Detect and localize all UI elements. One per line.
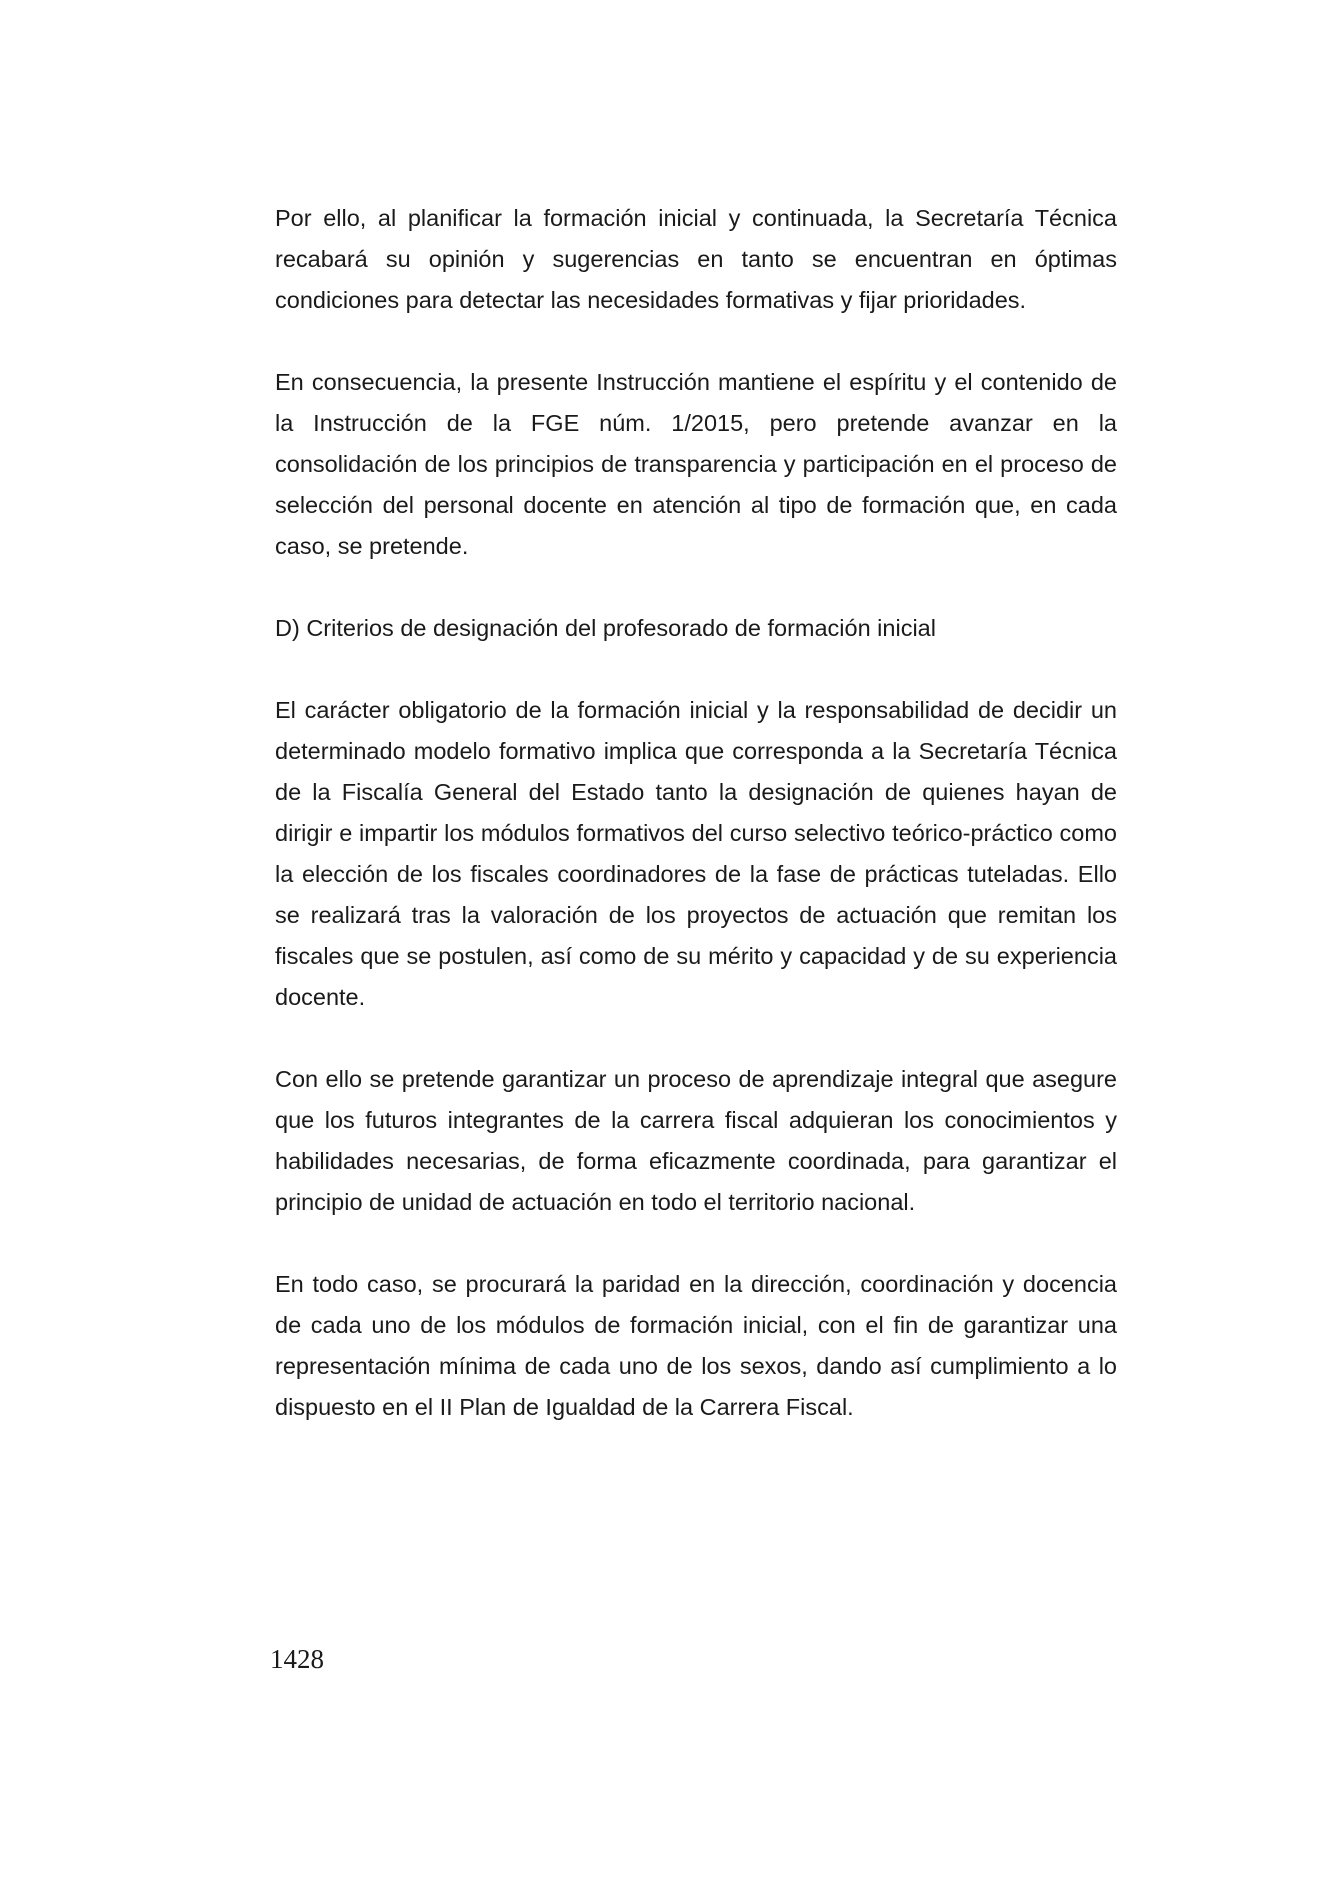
paragraph-paridad: En todo caso, se procurará la paridad en la dirección, coordinación y docencia de cada uno de los módulos de formación inicial, con el fin de garantizar una representación mínima de cada uno de los sexos, dando así cumplimiento a lo dispuesto en el II Plan de Igualdad de la Carrera Fiscal. bbox=[275, 1271, 1117, 1420]
paragraph-caracter-obligatorio: El carácter obligatorio de la formación inicial y la responsabilidad de decidir un determinado modelo formativo implica que corresponda a la Secretaría Técnica de la Fiscalía General del Estado tanto la designación de quienes hayan de dirigir e impartir los módulos formativos del curso selectivo teórico-práctico como la elección de los fiscales coordinadores de la fase de prácticas tuteladas. Ello se realizará tras la valoración de los proyectos de actuación que remitan los fiscales que se postulen, así como de su mérito y capacidad y de su experiencia docente. bbox=[275, 697, 1117, 1010]
page-number: 1428 bbox=[270, 1644, 324, 1674]
paragraph-aprendizaje-integral: Con ello se pretende garantizar un proceso de aprendizaje integral que asegure que los futuros integrantes de la carrera fiscal adquieran los conocimientos y habilidades necesarias, de forma eficazmente coordinada, para garantizar el principio de unidad de actuación en todo el territorio nacional. bbox=[275, 1066, 1117, 1215]
section-heading: D) Criterios de designación del profesorado de formación inicial bbox=[275, 615, 936, 641]
body-text bbox=[275, 198, 1117, 1469]
paragraph-opinion: Por ello, al planificar la formación inicial y continuada, la Secretaría Técnica recabará su opinión y sugerencias en tanto se encuentran en óptimas condiciones para detectar las necesidades formativas y fijar prioridades. bbox=[275, 205, 1117, 313]
paragraph-consecuencia: En consecuencia, la presente Instrucción mantiene el espíritu y el contenido de la Instrucción de la FGE núm. 1/2015, pero pretende avanzar en la consolidación de los principios de transparencia y participación en el proceso de selección del personal docente en atención al tipo de formación que, en cada caso, se pretende. bbox=[275, 369, 1117, 559]
